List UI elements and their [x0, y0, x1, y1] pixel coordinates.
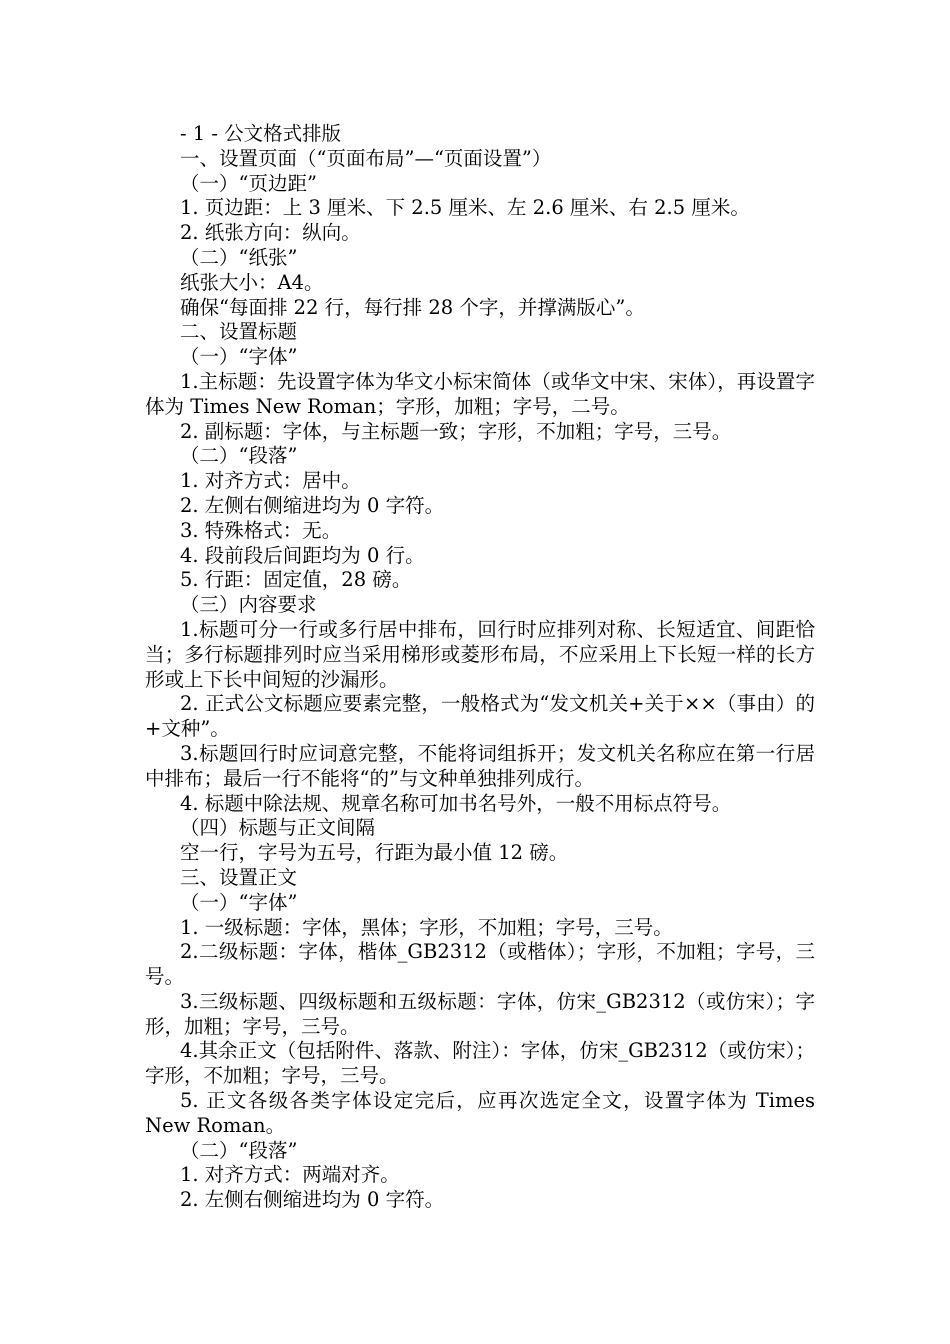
paragraph-line: 4. 标题中除法规、规章名称可加书名号外，一般不用标点符号。 — [180, 791, 732, 815]
paragraph-line: 2.二级标题：字体，楷体_GB2312（或楷体）；字形，不加粗；字号，三号。 — [145, 940, 815, 989]
paragraph-line: 1. 对齐方式：两端对齐。 — [180, 1163, 400, 1187]
paragraph-line: 1. 页边距：上 3 厘米、下 2.5 厘米、左 2.6 厘米、右 2.5 厘米。 — [180, 196, 750, 220]
paragraph-line: 3. 特殊格式：无。 — [180, 518, 342, 542]
paragraph-line: 4. 段前段后间距均为 0 行。 — [180, 543, 425, 567]
paragraph-line: 2. 正式公文标题应要素完整，一般格式为“发文机关+关于××（事由）的+文种”。 — [145, 692, 815, 741]
paragraph-line: 3.标题回行时应词意完整，不能将词组拆开；发文机关名称应在第一行居中排布；最后一行不能将“的”与文种单独排列成行。 — [145, 741, 815, 790]
paragraph-line: （一）“字体” — [180, 345, 298, 369]
paragraph-line: 2. 纸张方向：纵向。 — [180, 221, 361, 245]
paragraph-line: 1.标题可分一行或多行居中排布，回行时应排列对称、长短适宜、间距恰当；多行标题排列时应当采用梯形或菱形布局，不应采用上下长短一样的长方形或上下长中间短的沙漏形。 — [145, 617, 815, 691]
paragraph-line: 5. 行距：固定值，28 磅。 — [180, 568, 412, 592]
paragraph-line: 空一行，字号为五号，行距为最小值 12 磅。 — [180, 841, 569, 865]
paragraph-line: （三）内容要求 — [180, 593, 317, 617]
paragraph-line: （二）“段落” — [180, 1138, 298, 1162]
paragraph-line: （四）标题与正文间隔 — [180, 816, 376, 840]
paragraph-line: 3.三级标题、四级标题和五级标题：字体，仿宋_GB2312（或仿宋）；字形，加粗；字号，三号。 — [145, 989, 815, 1038]
document-body — [145, 122, 815, 1213]
paragraph-line: 4.其余正文（包括附件、落款、附注）：字体，仿宋_GB2312（或仿宋）；字形，不加粗；字号，三号。 — [145, 1039, 815, 1088]
paragraph-line: 2. 左侧右侧缩进均为 0 字符。 — [180, 493, 445, 517]
paragraph-line: 5. 正文各级各类字体设定完后，应再次选定全文，设置字体为 Times New Roman。 — [145, 1089, 815, 1137]
paragraph-line: - 1 - 公文格式排版 — [180, 122, 342, 145]
paragraph-line: 三、设置正文 — [180, 865, 298, 889]
paragraph-line: （二）“纸张” — [180, 245, 298, 269]
paragraph-line: 确保“每面排 22 行，每行排 28 个字，并撑满版心”。 — [180, 295, 645, 319]
paragraph-line: 1.主标题：先设置字体为华文小标宋简体（或华文中宋、宋体），再设置字体为 Times New Roman；字形，加粗；字号，二号。 — [145, 369, 815, 418]
paragraph-line: （一）“字体” — [180, 890, 298, 914]
paragraph-line: （二）“段落” — [180, 444, 298, 468]
paragraph-line: 2. 左侧右侧缩进均为 0 字符。 — [180, 1188, 445, 1212]
paragraph-line: 纸张大小：A4。 — [180, 270, 324, 294]
paragraph-line: 1. 对齐方式：居中。 — [180, 469, 361, 493]
paragraph-line: 1. 一级标题：字体，黑体；字形，不加粗；字号，三号。 — [180, 915, 673, 939]
paragraph-line: 2. 副标题：字体，与主标题一致；字形，不加粗；字号，三号。 — [180, 419, 732, 443]
paragraph-line: 二、设置标题 — [180, 320, 298, 344]
paragraph-line: 一、设置页面（“页面布局”—“页面设置”） — [180, 146, 552, 170]
paragraph-line: （一）“页边距” — [180, 171, 317, 195]
